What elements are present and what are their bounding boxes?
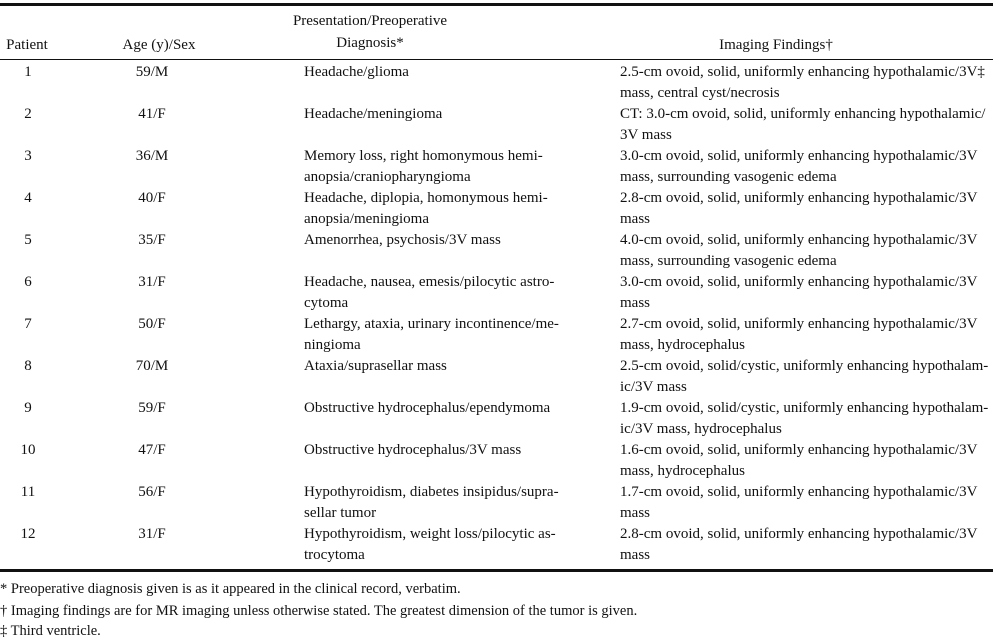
cell-imaging-line: 2.8-cm ovoid, solid, uniformly enhancing hypothalamic/3V [620,526,978,542]
table-row [0,524,993,566]
table-row [0,230,993,272]
cell-age-sex-text: 31/F [138,526,166,542]
cell-presentation [262,356,620,398]
cell-age-sex [56,62,262,104]
header-patient: Patient [6,37,48,53]
cell-age-sex-text: 59/M [135,64,169,80]
cell-imaging-line: 1.9-cm ovoid, solid/cystic, uniformly enhancing hypothalam- [620,400,989,416]
header-presentation-line1: Presentation/Preoperative [292,13,448,29]
cell-presentation [262,440,620,482]
cell-age-sex [56,440,262,482]
cell-imaging-line: mass, surrounding vasogenic edema [620,253,837,269]
cell-imaging-line: 2.8-cm ovoid, solid, uniformly enhancing hypothalamic/3V [620,190,978,206]
cell-imaging-line: mass [620,547,650,563]
cell-imaging [620,356,993,398]
cell-age-sex [56,188,262,230]
cell-imaging [620,524,993,566]
table-row [0,440,993,482]
cell-age-sex-text: 35/F [138,232,166,248]
cell-age-sex [56,356,262,398]
cell-age-sex [56,524,262,566]
data-table [0,62,993,566]
cell-age-sex-text: 70/M [135,358,169,374]
footnote-double-dagger: ‡ Third ventricle. [0,623,101,639]
cell-age-sex-text: 36/M [135,148,169,164]
cell-imaging-line: 2.7-cm ovoid, solid, uniformly enhancing hypothalamic/3V [620,316,978,332]
cell-imaging [620,272,993,314]
cell-presentation [262,314,620,356]
cell-age-sex [56,272,262,314]
table-row [0,146,993,188]
cell-age-sex-text: 41/F [138,106,166,122]
cell-presentation-line: Headache/meningioma [304,106,443,122]
cell-presentation [262,230,620,272]
footnote-star: * Preoperative diagnosis given is as it appeared in the clinical record, verbatim. [0,581,461,597]
cell-presentation [262,482,620,524]
cell-presentation-line: Amenorrhea, psychosis/3V mass [304,232,501,248]
cell-imaging [620,230,993,272]
cell-imaging-line: ic/3V mass, hydrocephalus [620,421,782,437]
cell-presentation-line: Memory loss, right homonymous hemi- [304,148,543,164]
cell-presentation [262,188,620,230]
cell-imaging-line: 4.0-cm ovoid, solid, uniformly enhancing hypothalamic/3V [620,232,978,248]
cell-age-sex [56,314,262,356]
cell-presentation-line: cytoma [304,295,349,311]
footnote-dagger: † Imaging findings are for MR imaging unless otherwise stated. The greatest dimension of the tumor is given. [0,603,638,619]
header-presentation [250,10,490,54]
cell-imaging-line: 2.5-cm ovoid, solid/cystic, uniformly enhancing hypothalam- [620,358,989,374]
top-rule [0,3,993,6]
cell-imaging-line: 3.0-cm ovoid, solid, uniformly enhancing hypothalamic/3V [620,148,978,164]
cell-presentation-line: Lethargy, ataxia, urinary incontinence/me- [304,316,559,332]
cell-age-sex-text: 56/F [138,484,166,500]
cell-imaging [620,440,993,482]
cell-imaging-line: 2.5-cm ovoid, solid, uniformly enhancing hypothalamic/3V‡ [620,64,985,80]
cell-imaging-line: 3.0-cm ovoid, solid, uniformly enhancing hypothalamic/3V [620,274,978,290]
cell-imaging-line: mass [620,211,650,227]
table-body [0,62,993,566]
cell-imaging-line: 1.6-cm ovoid, solid, uniformly enhancing hypothalamic/3V [620,442,978,458]
cell-age-sex-text: 31/F [138,274,166,290]
cell-patient: 7 [24,316,32,332]
bottom-rule [0,569,993,572]
table-row [0,482,993,524]
cell-age-sex-text: 47/F [138,442,166,458]
cell-imaging [620,146,993,188]
cell-patient: 4 [24,190,32,206]
cell-imaging [620,188,993,230]
cell-presentation-line: Ataxia/suprasellar mass [304,358,447,374]
cell-imaging-line: CT: 3.0-cm ovoid, solid, uniformly enhancing hypothalamic/ [620,106,986,122]
cell-imaging-line: mass, hydrocephalus [620,463,745,479]
cell-presentation-line: Hypothyroidism, weight loss/pilocytic as- [304,526,556,542]
cell-age-sex [56,230,262,272]
table-row [0,62,993,104]
cell-patient: 12 [20,526,36,542]
header-rule [0,59,993,60]
cell-presentation-line: sellar tumor [304,505,377,521]
cell-imaging [620,104,993,146]
cell-presentation-line: anopsia/meningioma [304,211,429,227]
cell-imaging-line: 1.7-cm ovoid, solid, uniformly enhancing hypothalamic/3V [620,484,978,500]
cell-age-sex-text: 40/F [138,190,166,206]
cell-presentation [262,104,620,146]
table-row [0,188,993,230]
cell-age-sex [56,398,262,440]
cell-age-sex-text: 50/F [138,316,166,332]
cell-imaging [620,62,993,104]
cell-imaging-line: ic/3V mass [620,379,687,395]
cell-imaging-line: mass, hydrocephalus [620,337,745,353]
cell-patient: 8 [24,358,32,374]
cell-presentation [262,524,620,566]
cell-imaging-line: mass [620,295,650,311]
cell-patient: 9 [24,400,32,416]
cell-patient: 2 [24,106,32,122]
table-row [0,314,993,356]
table-row [0,104,993,146]
table-row [0,272,993,314]
cell-imaging [620,482,993,524]
cell-patient: 11 [20,484,36,500]
cell-presentation-line: trocytoma [304,547,365,563]
cell-patient: 6 [24,274,32,290]
cell-patient: 3 [24,148,32,164]
cell-patient: 5 [24,232,32,248]
cell-presentation-line: Obstructive hydrocephalus/ependymoma [304,400,551,416]
header-age-sex: Age (y)/Sex [122,37,196,53]
cell-patient: 1 [24,64,32,80]
cell-presentation [262,398,620,440]
cell-imaging-line: 3V mass [620,127,672,143]
cell-presentation-line: Headache, diplopia, homonymous hemi- [304,190,548,206]
cell-age-sex [56,104,262,146]
cell-presentation-line: anopsia/craniopharyngioma [304,169,471,185]
cell-imaging [620,314,993,356]
table-row [0,356,993,398]
cell-presentation-line: Obstructive hydrocephalus/3V mass [304,442,522,458]
cell-presentation [262,146,620,188]
cell-imaging [620,398,993,440]
cell-presentation [262,62,620,104]
cell-presentation [262,272,620,314]
cell-presentation-line: ningioma [304,337,361,353]
cell-patient: 10 [20,442,36,458]
cell-imaging-line: mass, surrounding vasogenic edema [620,169,837,185]
header-imaging: Imaging Findings† [719,37,833,53]
cell-presentation-line: Headache, nausea, emesis/pilocytic astro- [304,274,555,290]
cell-age-sex [56,146,262,188]
cell-presentation-line: Hypothyroidism, diabetes insipidus/supra- [304,484,559,500]
cell-imaging-line: mass [620,505,650,521]
header-presentation-line2: Diagnosis* [336,35,404,51]
cell-imaging-line: mass, central cyst/necrosis [620,85,780,101]
cell-presentation-line: Headache/glioma [304,64,409,80]
cell-age-sex-text: 59/F [138,400,166,416]
table-row [0,398,993,440]
cell-age-sex [56,482,262,524]
